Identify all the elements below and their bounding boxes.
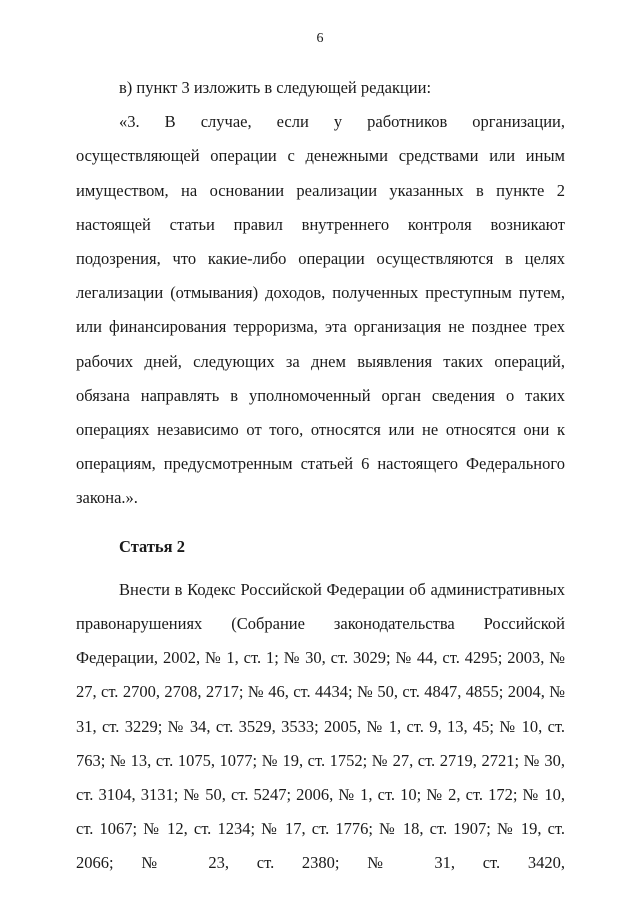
section-gap bbox=[76, 516, 565, 526]
article-text: Внести в Кодекс Российской Федерации об административных правонарушениях (Собрание законодательства Российской Федерации, 2002, № 1, ст. 1; № 30, ст. 3029; № 44, ст. 4295; 2003, № 27, ст. 2700, 2708, 2717; № 46, ст. 4434; № 50, ст. 4847, 4855; 2004, № 31, ст. 3229; № 34, ст. 3529, 3533; 2005, № 1, ст. 9, 13, 45; № 10, ст. 763; № 13, ст. 1075, 1077; № 19, ст. 1752; № 27, ст. 2719, 2721; № 30, ст. 3104, 3131; № 50, ст. 5247; 2006, № 1, ст. 10; № 2, ст. 172; № 10, ст. 1067; № 12, ст. 1234; № 17, ст. 1776; № 18, ст. 1907; № 19, ст. 2066; № 23, ст. 2380; № 31, ст. 3420, bbox=[76, 579, 565, 873]
article-heading: Статья 2 bbox=[119, 536, 185, 556]
document-body bbox=[76, 71, 565, 881]
page-number: 6 bbox=[316, 31, 324, 46]
amendment-quote: «3. В случае, если у работников организации, осуществляющей операции с денежными средствами или иным имуществом, на основании реализации указанных в пункте 2 настоящей статьи правил внутреннего контроля возникают подозрения, что какие-либо операции осуществляются в целях легализации (отмывания) доходов, полученных преступным путем, или финансирования терроризма, эта организация не позднее трех рабочих дней, следующих за днем выявления таких операций, обязана направлять в уполномоченный орган сведения о таких операциях независимо от того, относятся или не относятся они к операциям, предусмотренным статьей 6 настоящего Федерального закона.». bbox=[76, 112, 565, 508]
amendment-intro: в) пункт 3 изложить в следующей редакции: bbox=[119, 78, 432, 97]
